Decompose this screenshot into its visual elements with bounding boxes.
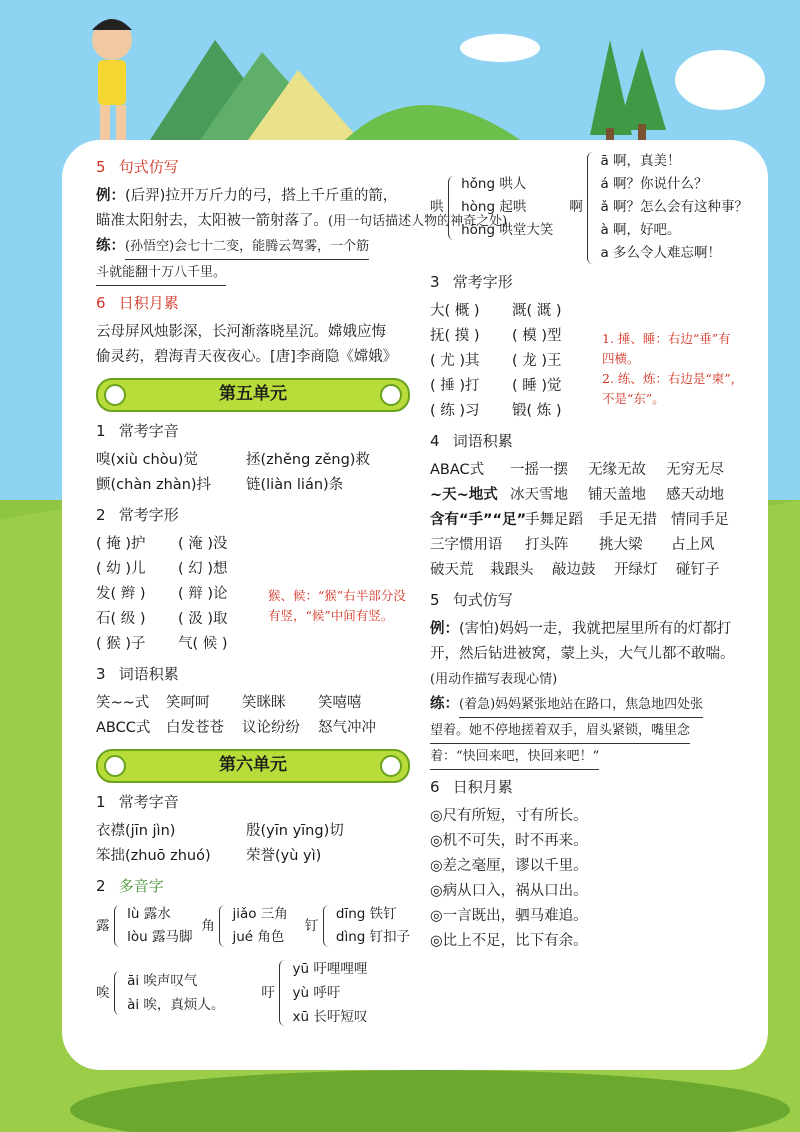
form-item: ( 龙 )王 <box>512 353 562 369</box>
pron-item: 荣誉(yù yì) <box>246 848 322 864</box>
banner-cap <box>380 755 402 777</box>
polyphone-item: jiǎo 三角 <box>232 906 288 922</box>
banner-cap <box>104 384 126 406</box>
word-item: 含有“手”“足” <box>430 512 527 528</box>
section-title: 句式仿写 <box>452 591 513 609</box>
practice-line: (孙悟空)会七十二变，能腾云驾雾，一个筋 <box>125 234 369 260</box>
polyphone-item: lòu 露马脚 <box>127 929 193 945</box>
polyphone-hong-a <box>430 150 770 265</box>
word-item: ABAC式 <box>430 462 485 478</box>
word-item: 笑眯眯 <box>242 695 286 711</box>
note-line: 猴、候：“猴”右半部分没 <box>268 588 406 603</box>
polyphone-group-1 <box>96 903 421 949</box>
note-line: 不是“东”。 <box>602 391 665 406</box>
section-title: 词语积累 <box>452 432 513 450</box>
section-title: 日积月累 <box>118 294 179 312</box>
u5-section-2-heading <box>96 504 421 528</box>
r-section-4-heading <box>430 430 770 454</box>
polyphone-head: 唉 <box>96 985 110 1001</box>
unit-5-banner <box>96 378 410 412</box>
word-item: 铺天盖地 <box>588 487 646 503</box>
polyphone-item: dìng 钉扣子 <box>335 929 411 945</box>
r-section-6-heading <box>430 776 770 800</box>
example-note: (用动作描写表现心情) <box>430 672 558 687</box>
polyphone-item: ǎ 啊？怎么会有这种事？ <box>600 199 749 215</box>
word-item: ~天~地式 <box>430 487 498 503</box>
word-item: 敲边鼓 <box>552 562 596 578</box>
form-note <box>268 586 406 626</box>
practice-label: 练： <box>430 696 459 712</box>
polyphone-item: à 啊，好吧。 <box>600 222 681 238</box>
example-line: (后羿)拉开万斤力的弓，搭上千斤重的箭， <box>125 188 398 204</box>
banner-cap <box>380 384 402 406</box>
practice-line: 着：“快回来吧，快回来吧！” <box>430 744 599 770</box>
section-number: 6 <box>430 778 440 796</box>
word-item: 手舞足蹈 <box>525 512 583 528</box>
section-number: 4 <box>430 432 440 450</box>
word-item: 怒气冲冲 <box>318 720 376 736</box>
practice-line: 斗就能翻十万八千里。 <box>96 260 226 286</box>
pron-item: 链(liàn lián)条 <box>246 477 344 493</box>
polyphone-head: 露 <box>96 917 110 934</box>
right-column <box>430 150 770 954</box>
practice-line: 望着。她不停地搓着双手，眉头紧锁，嘴里念 <box>430 718 690 744</box>
polyphone-item: hǒng 哄人 <box>461 176 527 192</box>
saying: ◎机不可失，时不再来。 <box>430 833 588 849</box>
form-item: ( 猴 )子 <box>96 636 146 652</box>
form-item: ( 捶 )打 <box>430 378 480 394</box>
section-number: 2 <box>96 877 106 895</box>
section-title: 常考字形 <box>452 273 513 291</box>
form-item: ( 幼 )儿 <box>96 561 146 577</box>
section-title: 常考字形 <box>118 506 179 524</box>
section-title: 多音字 <box>118 877 164 895</box>
polyphone-head: 钉 <box>304 917 319 934</box>
form-item: 石( 级 ) <box>96 611 146 627</box>
example-line: (害怕)妈妈一走，我就把屋里所有的灯都打 <box>459 621 732 637</box>
section-number: 5 <box>96 158 106 176</box>
word-item: 开绿灯 <box>614 562 658 578</box>
word-item: 议论纷纷 <box>242 720 300 736</box>
unit-6-banner <box>96 749 410 783</box>
word-item: 笑嘻嘻 <box>318 695 362 711</box>
poem-line: 偷灵药，碧海青天夜夜心。[唐]李商隐《嫦娥》 <box>96 349 398 365</box>
polyphone-item: hōng 哄堂大笑 <box>461 222 554 238</box>
word-item: ABCC式 <box>96 720 151 736</box>
polyphone-item: hòng 起哄 <box>461 199 527 215</box>
section-5-heading <box>96 156 421 180</box>
word-item: 碰钉子 <box>676 562 720 578</box>
form-item: ( 模 )型 <box>512 328 562 344</box>
word-item: 情同手足 <box>671 512 729 528</box>
polyphone-item: ài 唉，真烦人。 <box>127 997 225 1013</box>
banner-cap <box>104 755 126 777</box>
note-line: 四横。 <box>602 351 640 366</box>
u6-section-1-heading <box>96 791 421 815</box>
section-number: 3 <box>96 665 106 683</box>
section-number: 2 <box>96 506 106 524</box>
unit-title: 第六单元 <box>219 755 287 775</box>
form-item: ( 睡 )觉 <box>512 378 562 394</box>
polyphone-head: 哄 <box>430 199 444 215</box>
word-item: 栽跟头 <box>490 562 534 578</box>
polyphone-item: ā 啊，真美！ <box>600 153 681 169</box>
form-item: 发( 辫 ) <box>96 586 146 602</box>
section-number: 6 <box>96 294 106 312</box>
example-label: 例： <box>430 621 459 637</box>
practice-line: (着急)妈妈紧张地站在路口，焦急地四处张 <box>459 692 703 718</box>
section-title: 常考字音 <box>118 422 179 440</box>
polyphone-head: 啊 <box>569 199 583 215</box>
r-section-5-heading <box>430 589 770 613</box>
example-note: (用一句话描述人物的神奇之处) <box>328 214 508 229</box>
note-line: 有竖，“候”中间有竖。 <box>268 608 394 623</box>
pron-item: 殷(yīn yīng)切 <box>246 823 344 839</box>
form-item: ( 幻 )想 <box>178 561 228 577</box>
polyphone-item: a 多么令人难忘啊！ <box>600 245 722 261</box>
poem-line: 云母屏风烛影深，长河渐落晓星沉。嫦娥应悔 <box>96 324 386 340</box>
section-number: 5 <box>430 591 440 609</box>
pron-item: 笨拙(zhuō zhuó) <box>96 848 211 864</box>
form-item: ( 辩 )论 <box>178 586 228 602</box>
section-title: 词语积累 <box>118 665 179 683</box>
section-title: 常考字音 <box>118 793 179 811</box>
example-label: 例： <box>96 188 125 204</box>
saying: ◎一言既出，驷马难追。 <box>430 908 588 924</box>
polyphone-item: lù 露水 <box>127 906 171 922</box>
pron-item: 嗅(xiù chòu)觉 <box>96 452 198 468</box>
word-item: 手足无措 <box>599 512 657 528</box>
form-item: ( 汲 )取 <box>178 611 228 627</box>
note-line: 2. 练、炼：右边是“柬”， <box>602 371 744 386</box>
saying: ◎尺有所短，寸有所长。 <box>430 808 588 824</box>
word-item: 挑大梁 <box>599 537 643 553</box>
form-item: ( 练 )习 <box>430 403 480 419</box>
practice-label: 练： <box>96 238 125 254</box>
section-6-heading <box>96 292 421 316</box>
pron-item: 衣襟(jīn jìn) <box>96 823 176 839</box>
polyphone-head: 角 <box>201 917 215 934</box>
example-line: 瞄准太阳射去，太阳被一箭射落了。 <box>96 213 328 229</box>
polyphone-group-2 <box>96 957 421 1029</box>
u5-section-3-heading <box>96 663 421 687</box>
section-title: 句式仿写 <box>118 158 179 176</box>
form-item: ( 淹 )没 <box>178 536 228 552</box>
form-item: ( 掩 )护 <box>96 536 146 552</box>
polyphone-item: dīng 铁钉 <box>335 906 397 922</box>
unit-title: 第五单元 <box>219 384 287 404</box>
pron-item: 拯(zhěng zěng)救 <box>246 452 370 468</box>
u6-section-2-heading <box>96 875 421 899</box>
polyphone-item: jué 角色 <box>232 929 285 945</box>
polyphone-item: xū 长吁短叹 <box>292 1009 368 1025</box>
word-item: 占上风 <box>671 537 715 553</box>
polyphone-item: yù 呼吁 <box>292 985 341 1001</box>
example-line: 开，然后钻进被窝，蒙上头，大气儿都不敢喘。 <box>430 646 735 662</box>
form-item: 抚( 摸 ) <box>430 328 480 344</box>
section-title: 日积月累 <box>452 778 513 796</box>
saying: ◎病从口入，祸从口出。 <box>430 883 588 899</box>
section-number: 1 <box>96 422 106 440</box>
word-item: 无缘无故 <box>588 462 646 478</box>
form-item: 溉( 溉 ) <box>512 303 562 319</box>
form-item: 大( 概 ) <box>430 303 480 319</box>
word-item: 打头阵 <box>525 537 569 553</box>
note-line: 1. 捶、睡：右边“垂”有 <box>602 331 731 346</box>
polyphone-item: yū 吁哩哩哩 <box>292 961 368 977</box>
saying: ◎差之毫厘，谬以千里。 <box>430 858 588 874</box>
word-item: 破天荒 <box>430 562 474 578</box>
pron-item: 颤(chàn zhàn)抖 <box>96 477 212 493</box>
word-item: 笑~~式 <box>96 695 150 711</box>
polyphone-head: 吁 <box>261 985 275 1001</box>
section-number: 1 <box>96 793 106 811</box>
word-item: 一摇一摆 <box>510 462 568 478</box>
form-item: 气( 候 ) <box>178 636 228 652</box>
form-item: 锻( 炼 ) <box>512 403 562 419</box>
form-notes <box>602 329 743 409</box>
r-section-3-heading <box>430 271 770 295</box>
saying: ◎比上不足，比下有余。 <box>430 933 588 949</box>
word-item: 无穷无尽 <box>666 462 724 478</box>
u5-section-1-heading <box>96 420 421 444</box>
form-item: ( 尤 )其 <box>430 353 480 369</box>
word-item: 白发苍苍 <box>166 720 224 736</box>
polyphone-item: āi 唉声叹气 <box>127 973 198 989</box>
word-item: 笑呵呵 <box>166 695 210 711</box>
word-item: 三字惯用语 <box>430 537 503 553</box>
section-number: 3 <box>430 273 440 291</box>
polyphone-item: á 啊？你说什么？ <box>600 176 708 192</box>
word-item: 冰天雪地 <box>510 487 568 503</box>
word-item: 感天动地 <box>666 487 724 503</box>
